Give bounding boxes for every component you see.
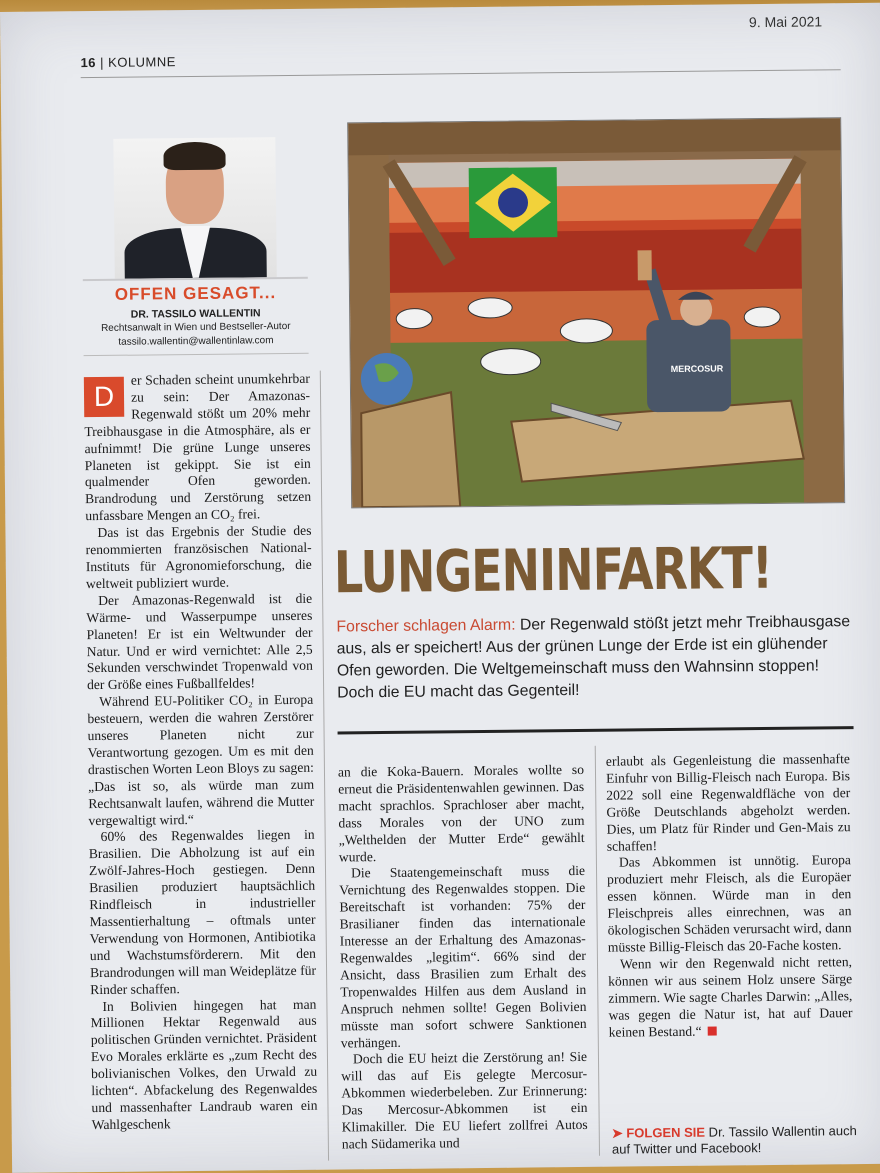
drop-cap: D bbox=[84, 377, 124, 417]
column-title: OFFEN GESAGT... bbox=[114, 283, 277, 304]
paragraph: 60% des Regenwaldes liegen in Brasilien. Die Abholzung ist auf ein Zwölf-Jahres-Hoch gestiegen. Denn Brasilien produziert hauptsächlich Rindfleisch in industrieller Massentierhaltung – oftmals unter Verwendung von Hormonen, Antibiotika und Wachstumsförderern. Mit den Brandrodungen will man Weideplätze für Rinder schaffen. bbox=[88, 827, 317, 997]
paragraph: D er Schaden scheint unumkehrbar zu sein: Der Amazonas-Regenwald stößt um 20% mehr Treibhausgase in die Atmosphäre, als er aufnimmt! Die grüne Lunge unseres Planeten ist gekippt. Sie ist ein qualmender Ofen geworden. Brandrodung und Zerstörung setzen unfassbare Mengen an CO₂ frei. bbox=[84, 370, 312, 524]
author-photo bbox=[113, 137, 276, 279]
subhead-accent: Forscher schlagen Alarm: bbox=[336, 616, 516, 636]
paragraph: Während EU-Politiker CO₂ in Europa besteuern, werden die wahren Zerstörer unseres Planeten nicht zur Verantwortung gezogen. Um es mit den drastischen Worten Leon Bloys zu sagen: „Das ist so, als würde man zum Rechtsanwalt laufen, während die Mutter vergewaltigt wird.“ bbox=[87, 691, 315, 828]
paragraph: erlaubt als Gegenleistung die massenhafte Einfuhr von Billig-Fleisch nach Europa. Bis 2022 soll eine Regenwaldfläche von der Größe Deutschlands abgeholzt werden. Dies, um Platz für Rinder und Gen-Mais zu schaffen! bbox=[605, 751, 851, 854]
paragraph: In Bolivien hingegen hat man Millionen Hektar Regenwald aus politischen Gründen vernichtet. Präsident Evo Morales erklärte es „zum Recht des bolivianischen Volkes, den Urwald zu lichten“. Abfackelung des Regenwaldes und massenhafter Landraub waren ein Wahlgeschenk bbox=[90, 996, 318, 1132]
page-header: 16 | KOLUMNE bbox=[80, 54, 176, 71]
article-subhead bbox=[336, 611, 857, 704]
column-divider bbox=[595, 746, 600, 1156]
subhead-text: Der Regenwald stößt jetzt mehr Treibhausgase aus, als er speichert! Aus der grünen Lunge der Erde ist ein glühender Ofen geworden. Die Weltgemeinschaft muss den Wahnsinn stoppen! Doch die EU macht das Gegenteil! bbox=[336, 613, 851, 702]
author-divider-bottom bbox=[84, 353, 309, 356]
author-name: DR. TASSILO WALLENTIN bbox=[130, 307, 261, 321]
author-description: Rechtsanwalt in Wien und Bestseller-Autor bbox=[100, 320, 291, 334]
page-number: 16 bbox=[80, 54, 97, 71]
follow-note bbox=[612, 1123, 862, 1158]
follow-text: Dr. Tassilo Wallentin auch auf Twitter und Facebook! bbox=[611, 1123, 857, 1157]
end-mark bbox=[708, 1026, 717, 1035]
cartoon-label: MERCOSUR bbox=[670, 363, 724, 374]
paragraph: Das Abkommen ist unnötig. Europa produziert mehr Fleisch, als die Europäer essen können. Würde man in den Fleischpreis alles einrechnen, was an ökologischen Schäden verursacht wird, dann müsste Billig-Fleisch das 20-Fache kosten. bbox=[607, 852, 852, 955]
subhead-rule bbox=[338, 726, 854, 734]
newspaper-page bbox=[0, 3, 880, 1173]
column-divider bbox=[320, 371, 329, 1161]
paragraph: an die Koka-Bauern. Morales wollte so erneut die Präsidentenwahlen gewinnen. Das macht sprachlos. Sprachloser aber macht, dass Morales von der UNO zum „Welthelden der Mutter Erde“ gewählt wurde. bbox=[337, 761, 585, 865]
author-email[interactable]: tassilo.wallentin@wallentinlaw.com bbox=[118, 335, 274, 348]
paragraph: Die Staatengemeinschaft muss die Vernichtung des Regenwaldes stoppen. Die Bereitschaft ist vorhanden: 75% der Brasilianer finden das internationale Interesse an der Erhaltung des Amazonas-Regenwaldes „legitim“. 66% sind der Ansicht, dass Brasilien zum Erhalt des Tropenwaldes Hilfen aus dem Ausland in Anspruch nehmen sollte! Gegen Bolivien müsste man sofort schwere Sanktionen verhängen. bbox=[339, 863, 587, 1050]
editorial-cartoon bbox=[347, 117, 845, 508]
paragraph: Doch die EU heizt die Zerstörung an! Sie will das auf Eis gelegte Mercosur-Abkommen wiederbeleben. Zur Erinnerung: Das Mercosur-Abkommen ist ein Klimakiller. Die EU liefert zollfrei Autos nach Südamerika und bbox=[341, 1049, 588, 1152]
article-headline: LUNGENINFARKT! bbox=[333, 533, 773, 607]
article-column-2 bbox=[338, 762, 588, 1153]
follow-label: ➤ FOLGEN SIE bbox=[611, 1124, 706, 1141]
paragraph: Wenn wir den Regenwald nicht retten, können wir aus seinem Holz unsere Särge zimmern. Wie sagte Charles Darwin: „Alles, was gegen die Natur ist, hat auf Dauer keinen Bestand.“ bbox=[608, 954, 853, 1040]
issue-date: 9. Mai 2021 bbox=[748, 13, 823, 31]
section-name: KOLUMNE bbox=[108, 54, 176, 70]
article-column-3 bbox=[606, 751, 853, 1041]
paragraph: Der Amazonas-Regenwald ist die Wärme- und Wasserpumpe unseres Planeten! Er ist ein Weltwunder der Natur. Und er wird vernichtet: Alle 2,5 Sekunden verschwindet Tropenwald von der Größe eines Fußballfeldes! bbox=[86, 590, 313, 693]
article-column-1 bbox=[84, 371, 318, 1134]
paragraph: Das ist das Ergebnis der Studie des renommierten französischen National-Instituts für Agronomieforschung, die weltweit publiziert wurde. bbox=[85, 522, 312, 592]
header-rule bbox=[81, 69, 841, 78]
